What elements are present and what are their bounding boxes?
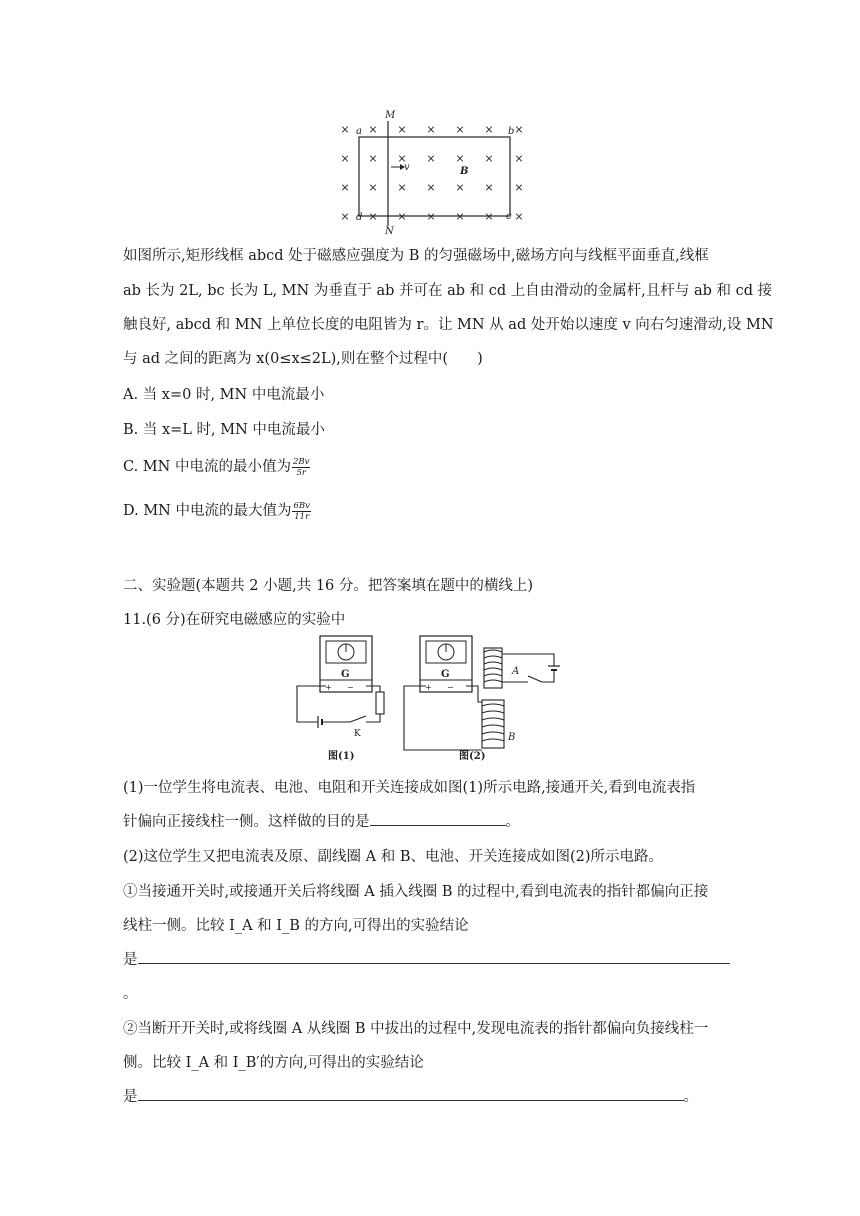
circuit-figures <box>292 632 568 764</box>
svg-text:×: × <box>368 181 378 194</box>
svg-text:×: × <box>368 152 378 165</box>
option-d: D. MN 中电流的最大值为 $\frac{6Bv}{11r}$ <box>123 500 310 522</box>
q2a-answer-blank[interactable] <box>138 949 730 964</box>
label-n: N <box>385 226 394 234</box>
svg-text:×: × <box>368 123 378 136</box>
svg-text:×: × <box>426 210 436 223</box>
galvanometer-2 <box>420 636 472 692</box>
svg-text:×: × <box>484 210 494 223</box>
option-a: A. 当 x=0 时, MN 中电流最小 <box>123 387 325 403</box>
svg-text:×: × <box>514 123 524 136</box>
coil-b <box>482 700 504 748</box>
q2b-line1: ②当断开开关时,或将线圈 A 从线圈 B 中拔出的过程中,发现电流表的指针都偏向负接线柱一 <box>123 1021 709 1037</box>
q2b-answer-blank[interactable] <box>138 1086 684 1101</box>
problem10-stem-line1: 如图所示,矩形线框 abcd 处于磁感应强度为 B 的匀强磁场中,磁场方向与线框平面垂直,线框 <box>123 248 709 264</box>
galvanometer-1 <box>320 636 372 692</box>
q1-answer-blank[interactable] <box>370 811 506 826</box>
resistor <box>376 692 384 714</box>
svg-text:G: G <box>441 669 450 680</box>
switch-2 <box>528 676 542 682</box>
svg-text:×: × <box>340 123 350 136</box>
svg-text:×: × <box>368 210 378 223</box>
label-c: c <box>506 211 512 222</box>
q2b-line2: 侧。比较 I_A 和 I_B′的方向,可得出的实验结论 <box>123 1055 424 1071</box>
svg-text:×: × <box>455 181 465 194</box>
svg-text:×: × <box>514 210 524 223</box>
q2-intro: (2)这位学生又把电流表及原、副线圈 A 和 B、电池、开关连接成如图(2)所示电路。 <box>123 849 664 865</box>
label-a: a <box>356 126 362 137</box>
svg-text:×: × <box>484 152 494 165</box>
svg-text:×: × <box>514 152 524 165</box>
svg-text:A: A <box>512 666 520 677</box>
svg-text:+: + <box>425 683 432 692</box>
fig2-caption: 图(2) <box>459 751 486 762</box>
q2a-line1: ①当接通开关时,或接通开关后将线圈 A 插入线圈 B 的过程中,看到电流表的指针都偏向正接 <box>123 884 709 900</box>
problem10-stem-line2: ab 长为 2L, bc 长为 L, MN 为垂直于 ab 并可在 ab 和 cd 上自由滑动的金属杆,且杆与 ab 和 cd 接 <box>123 283 773 299</box>
svg-text:×: × <box>397 181 407 194</box>
field-crosses <box>340 123 523 223</box>
frame-abcd <box>359 137 510 216</box>
svg-text:+: + <box>325 683 332 692</box>
svg-text:×: × <box>340 181 350 194</box>
magnetic-field-figure <box>330 104 540 234</box>
q1-line2: 针偏向正接线柱一侧。这样做的目的是 。 <box>123 810 520 831</box>
q2a-end: 。 <box>123 986 138 1002</box>
svg-text:×: × <box>484 181 494 194</box>
svg-text:×: × <box>426 181 436 194</box>
option-c-fraction: $\frac{2Bv}{5r}$ <box>292 456 310 478</box>
svg-text:K: K <box>354 729 361 739</box>
svg-text:×: × <box>397 123 407 136</box>
label-d: d <box>356 212 363 223</box>
q1-line1: (1)一位学生将电流表、电池、电阻和开关连接成如图(1)所示电路,接通开关,看到电流表指 <box>123 780 696 796</box>
option-b: B. 当 x=L 时, MN 中电流最小 <box>123 422 325 438</box>
switch-k <box>350 716 366 722</box>
svg-text:G: G <box>341 669 350 680</box>
svg-text:×: × <box>340 152 350 165</box>
svg-text:×: × <box>397 210 407 223</box>
section-heading: 二、实验题(本题共 2 小题,共 16 分。把答案填在题中的横线上) <box>123 578 534 594</box>
svg-text:×: × <box>426 123 436 136</box>
svg-text:−: − <box>347 683 354 692</box>
q2a-line3: 是 <box>123 948 730 969</box>
label-m: M <box>385 110 396 121</box>
svg-text:×: × <box>484 123 494 136</box>
svg-text:×: × <box>455 210 465 223</box>
svg-text:×: × <box>426 152 436 165</box>
svg-text:−: − <box>447 683 454 692</box>
svg-text:×: × <box>455 123 465 136</box>
svg-text:B: B <box>508 732 516 743</box>
q2b-line3: 是 。 <box>123 1085 698 1106</box>
svg-text:×: × <box>397 152 407 165</box>
problem10-stem-line4: 与 ad 之间的距离为 x(0≤x≤2L),则在整个过程中( ) <box>123 351 483 367</box>
problem11-title: 11.(6 分)在研究电磁感应的实验中 <box>123 612 346 628</box>
label-b: b <box>508 126 515 137</box>
coil-a <box>484 648 502 688</box>
label-field-b: B <box>460 166 469 177</box>
q2a-line2: 线柱一侧。比较 I_A 和 I_B 的方向,可得出的实验结论 <box>123 918 469 934</box>
svg-text:×: × <box>455 152 465 165</box>
svg-text:×: × <box>514 181 524 194</box>
svg-text:×: × <box>340 210 350 223</box>
option-d-fraction: $\frac{6Bv}{11r}$ <box>293 500 310 522</box>
label-v: v <box>404 162 410 173</box>
option-c: C. MN 中电流的最小值为 $\frac{2Bv}{5r}$ <box>123 456 310 478</box>
fig1-caption: 图(1) <box>328 751 355 762</box>
problem10-stem-line3: 触良好, abcd 和 MN 上单位长度的电阻皆为 r。让 MN 从 ad 处开始以速度 v 向右匀速滑动,设 MN <box>123 317 774 333</box>
